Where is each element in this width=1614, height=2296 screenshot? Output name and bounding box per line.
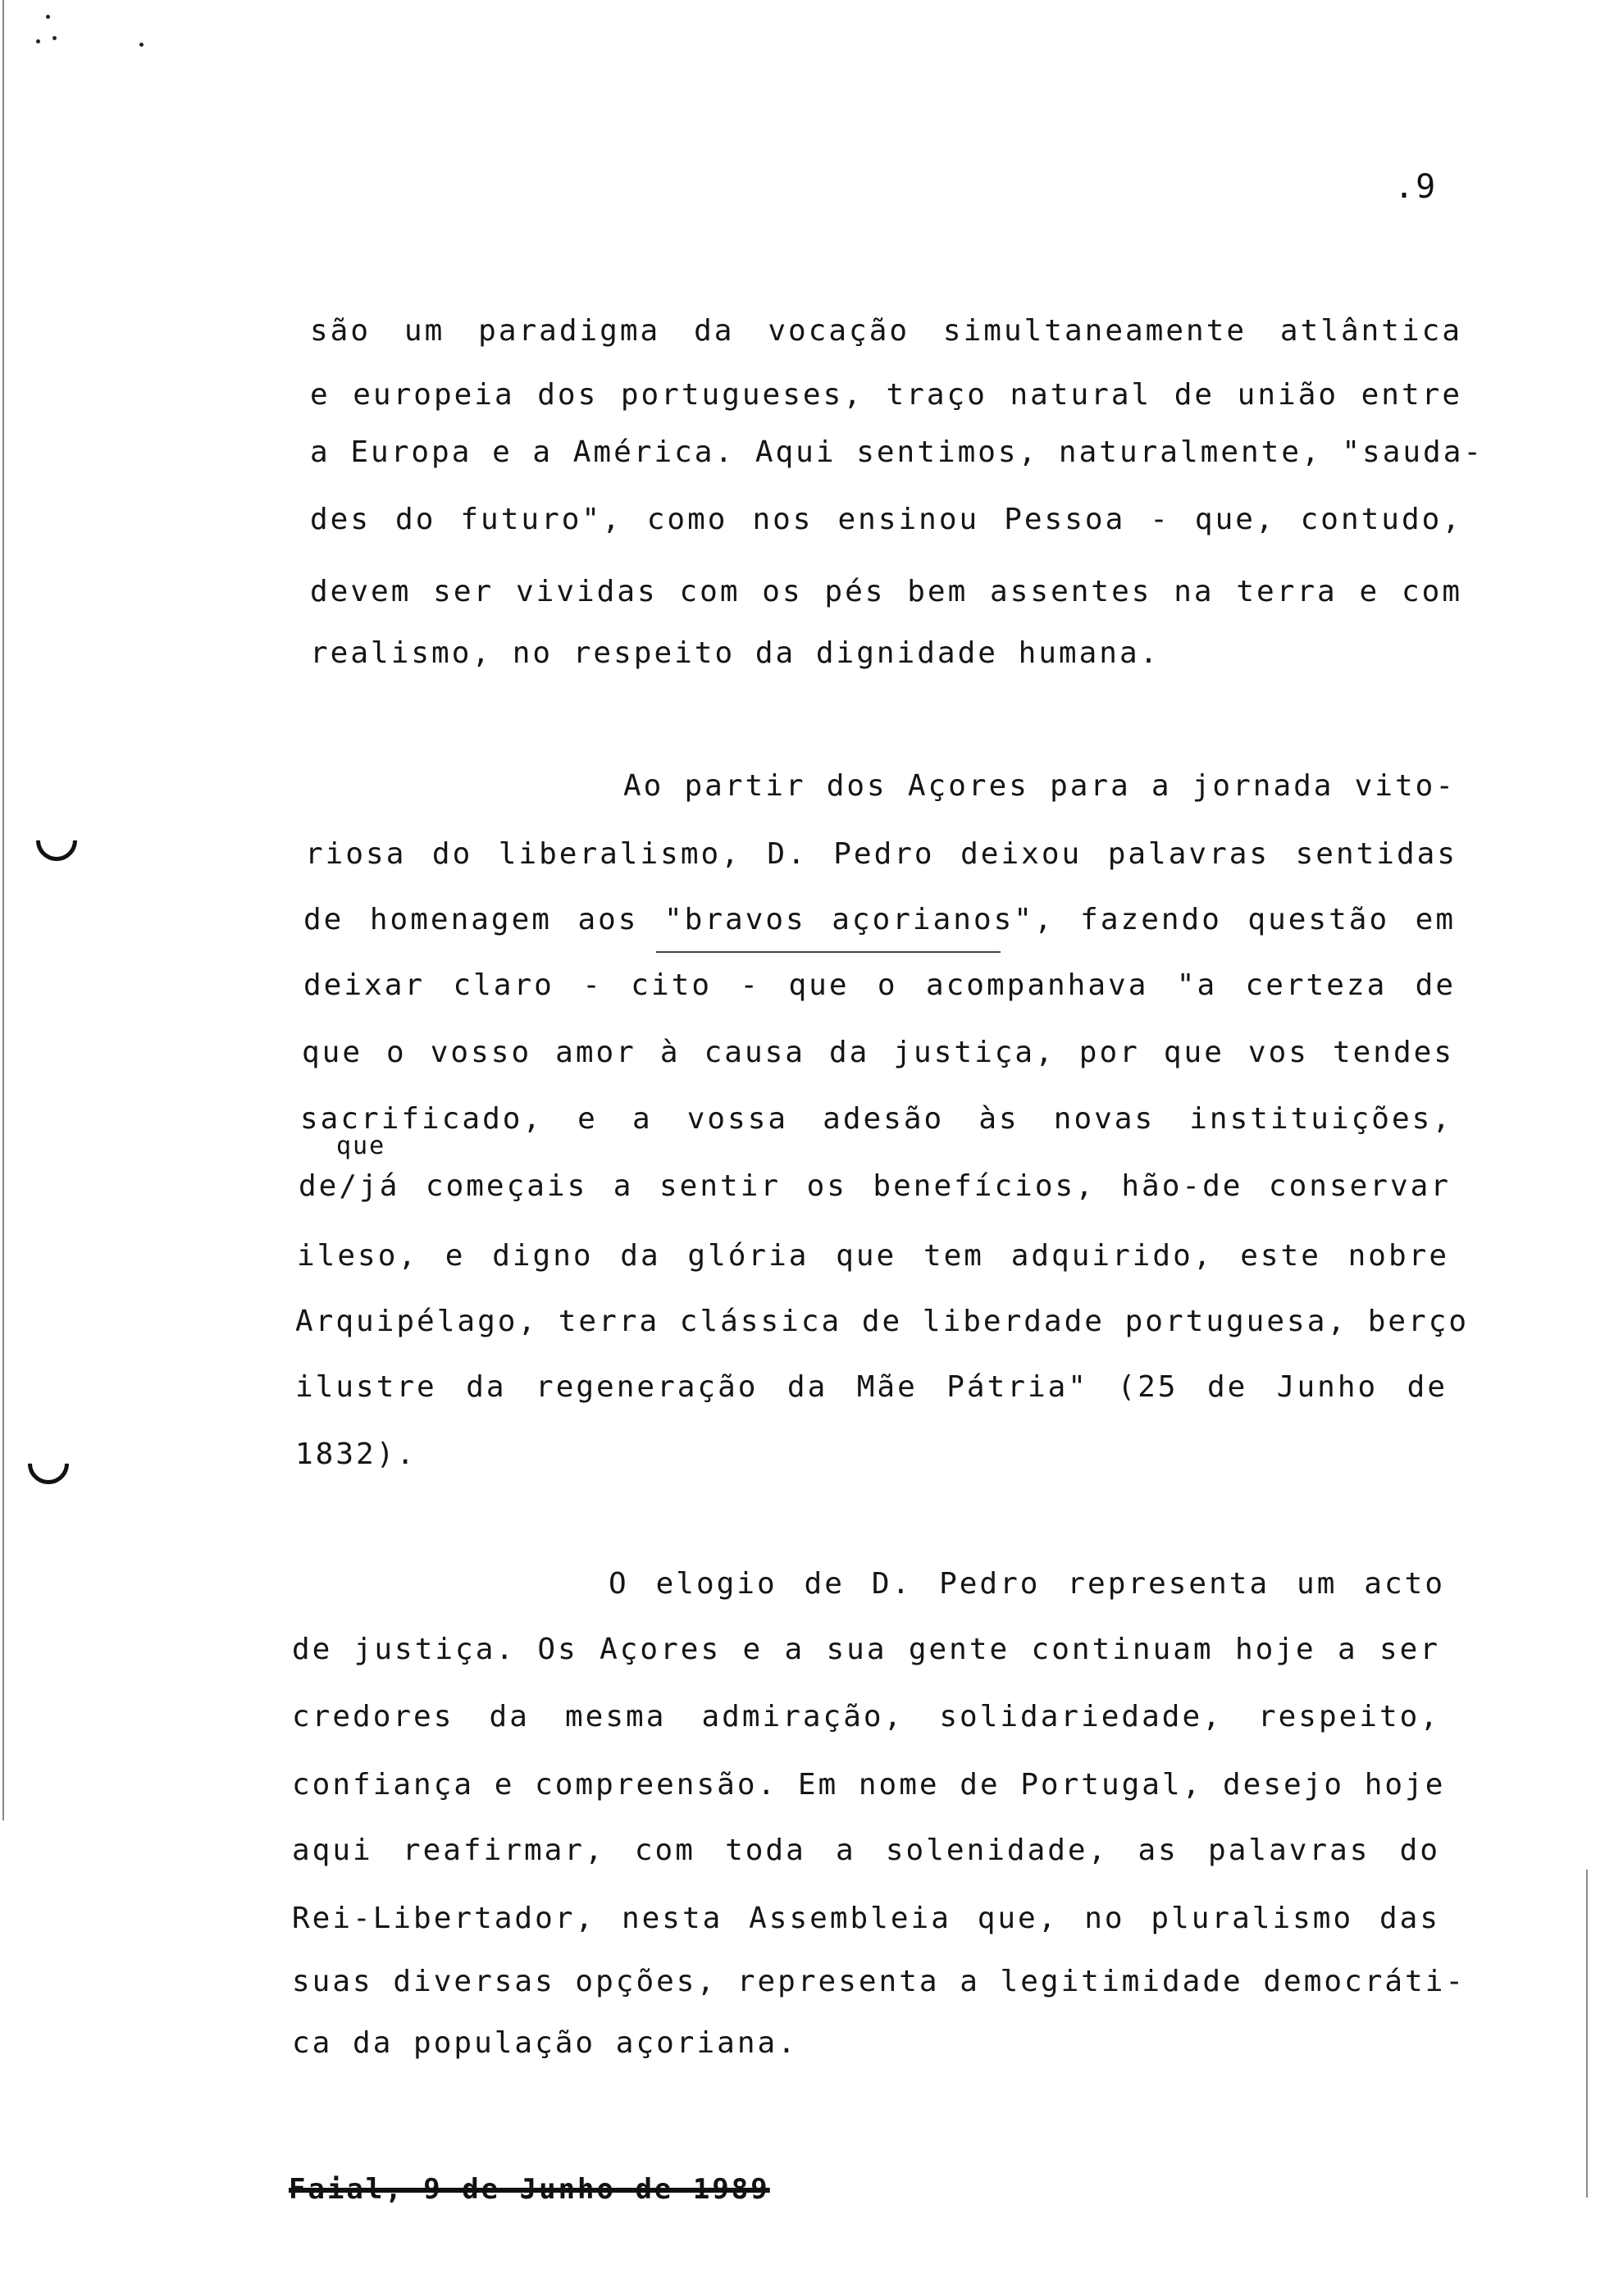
scan-speck xyxy=(36,39,40,43)
underline-mark xyxy=(656,951,1001,953)
text-line: Arquipélago, terra clássica de liberdade portuguesa, berço xyxy=(295,1305,1470,1338)
text-line: 1832). xyxy=(295,1437,417,1471)
scan-speck xyxy=(139,43,144,47)
scan-edge-right xyxy=(1586,1870,1588,2198)
text-line: sacrificado, e a vossa adesão às novas instituições, xyxy=(300,1102,1452,1136)
text-line: suas diversas opções, representa a legitimidade democráti- xyxy=(292,1965,1466,1998)
text-line: confiança e compreensão. Em nome de Portugal, desejo hoje xyxy=(292,1768,1446,1802)
text-line: devem ser vividas com os pés bem assentes na terra e com xyxy=(310,575,1462,608)
text-line: realismo, no respeito da dignidade humana. xyxy=(310,636,1160,670)
text-line: aqui reafirmar, com toda a solenidade, as palavras do xyxy=(292,1834,1440,1867)
text-line: des do futuro", como nos ensinou Pessoa - que, contudo, xyxy=(310,503,1462,536)
scan-speck xyxy=(52,36,57,40)
text-line: riosa do liberalismo, D. Pedro deixou palavras sentidas xyxy=(305,837,1457,871)
text-line: a Europa e a América. Aqui sentimos, naturalmente, "sauda- xyxy=(310,435,1484,469)
text-line: e europeia dos portugueses, traço natural de união entre xyxy=(310,378,1462,412)
text-line: de/já começais a sentir os benefícios, hão-de conservar xyxy=(299,1169,1451,1203)
page-number: .9 xyxy=(1394,168,1438,206)
text-line: deixar claro - cito - que o acompanhava "a certeza de xyxy=(303,968,1456,1002)
text-line: de justiça. Os Açores e a sua gente continuam hoje a ser xyxy=(292,1633,1440,1666)
text-line: Ao partir dos Açores para a jornada vito- xyxy=(623,769,1456,803)
text-line: que o vosso amor à causa da justiça, por que vos tendes xyxy=(302,1036,1454,1069)
struck-out-line: Faial, 9 de Junho de 1989 xyxy=(289,2173,770,2206)
margin-mark-icon xyxy=(20,1435,78,1493)
margin-mark-icon xyxy=(28,812,86,870)
interlinear-insert: que xyxy=(336,1132,386,1160)
text-line: credores da mesma admiração, solidariedade, respeito, xyxy=(292,1700,1440,1733)
text-line: ileso, e digno da glória que tem adquirido, este nobre xyxy=(297,1239,1449,1273)
text-line: ca da população açoriana. xyxy=(292,2026,798,2060)
text-line: Rei-Libertador, nesta Assembleia que, no pluralismo das xyxy=(292,1902,1440,1935)
text-line: de homenagem aos "bravos açorianos", fazendo questão em xyxy=(303,903,1456,936)
scan-edge-left xyxy=(2,0,4,1820)
text-line: são um paradigma da vocação simultaneamente atlântica xyxy=(310,314,1462,348)
text-line: ilustre da regeneração da Mãe Pátria" (25 de Junho de xyxy=(295,1370,1448,1404)
scan-speck xyxy=(46,15,50,19)
text-line: O elogio de D. Pedro representa um acto xyxy=(609,1567,1445,1601)
